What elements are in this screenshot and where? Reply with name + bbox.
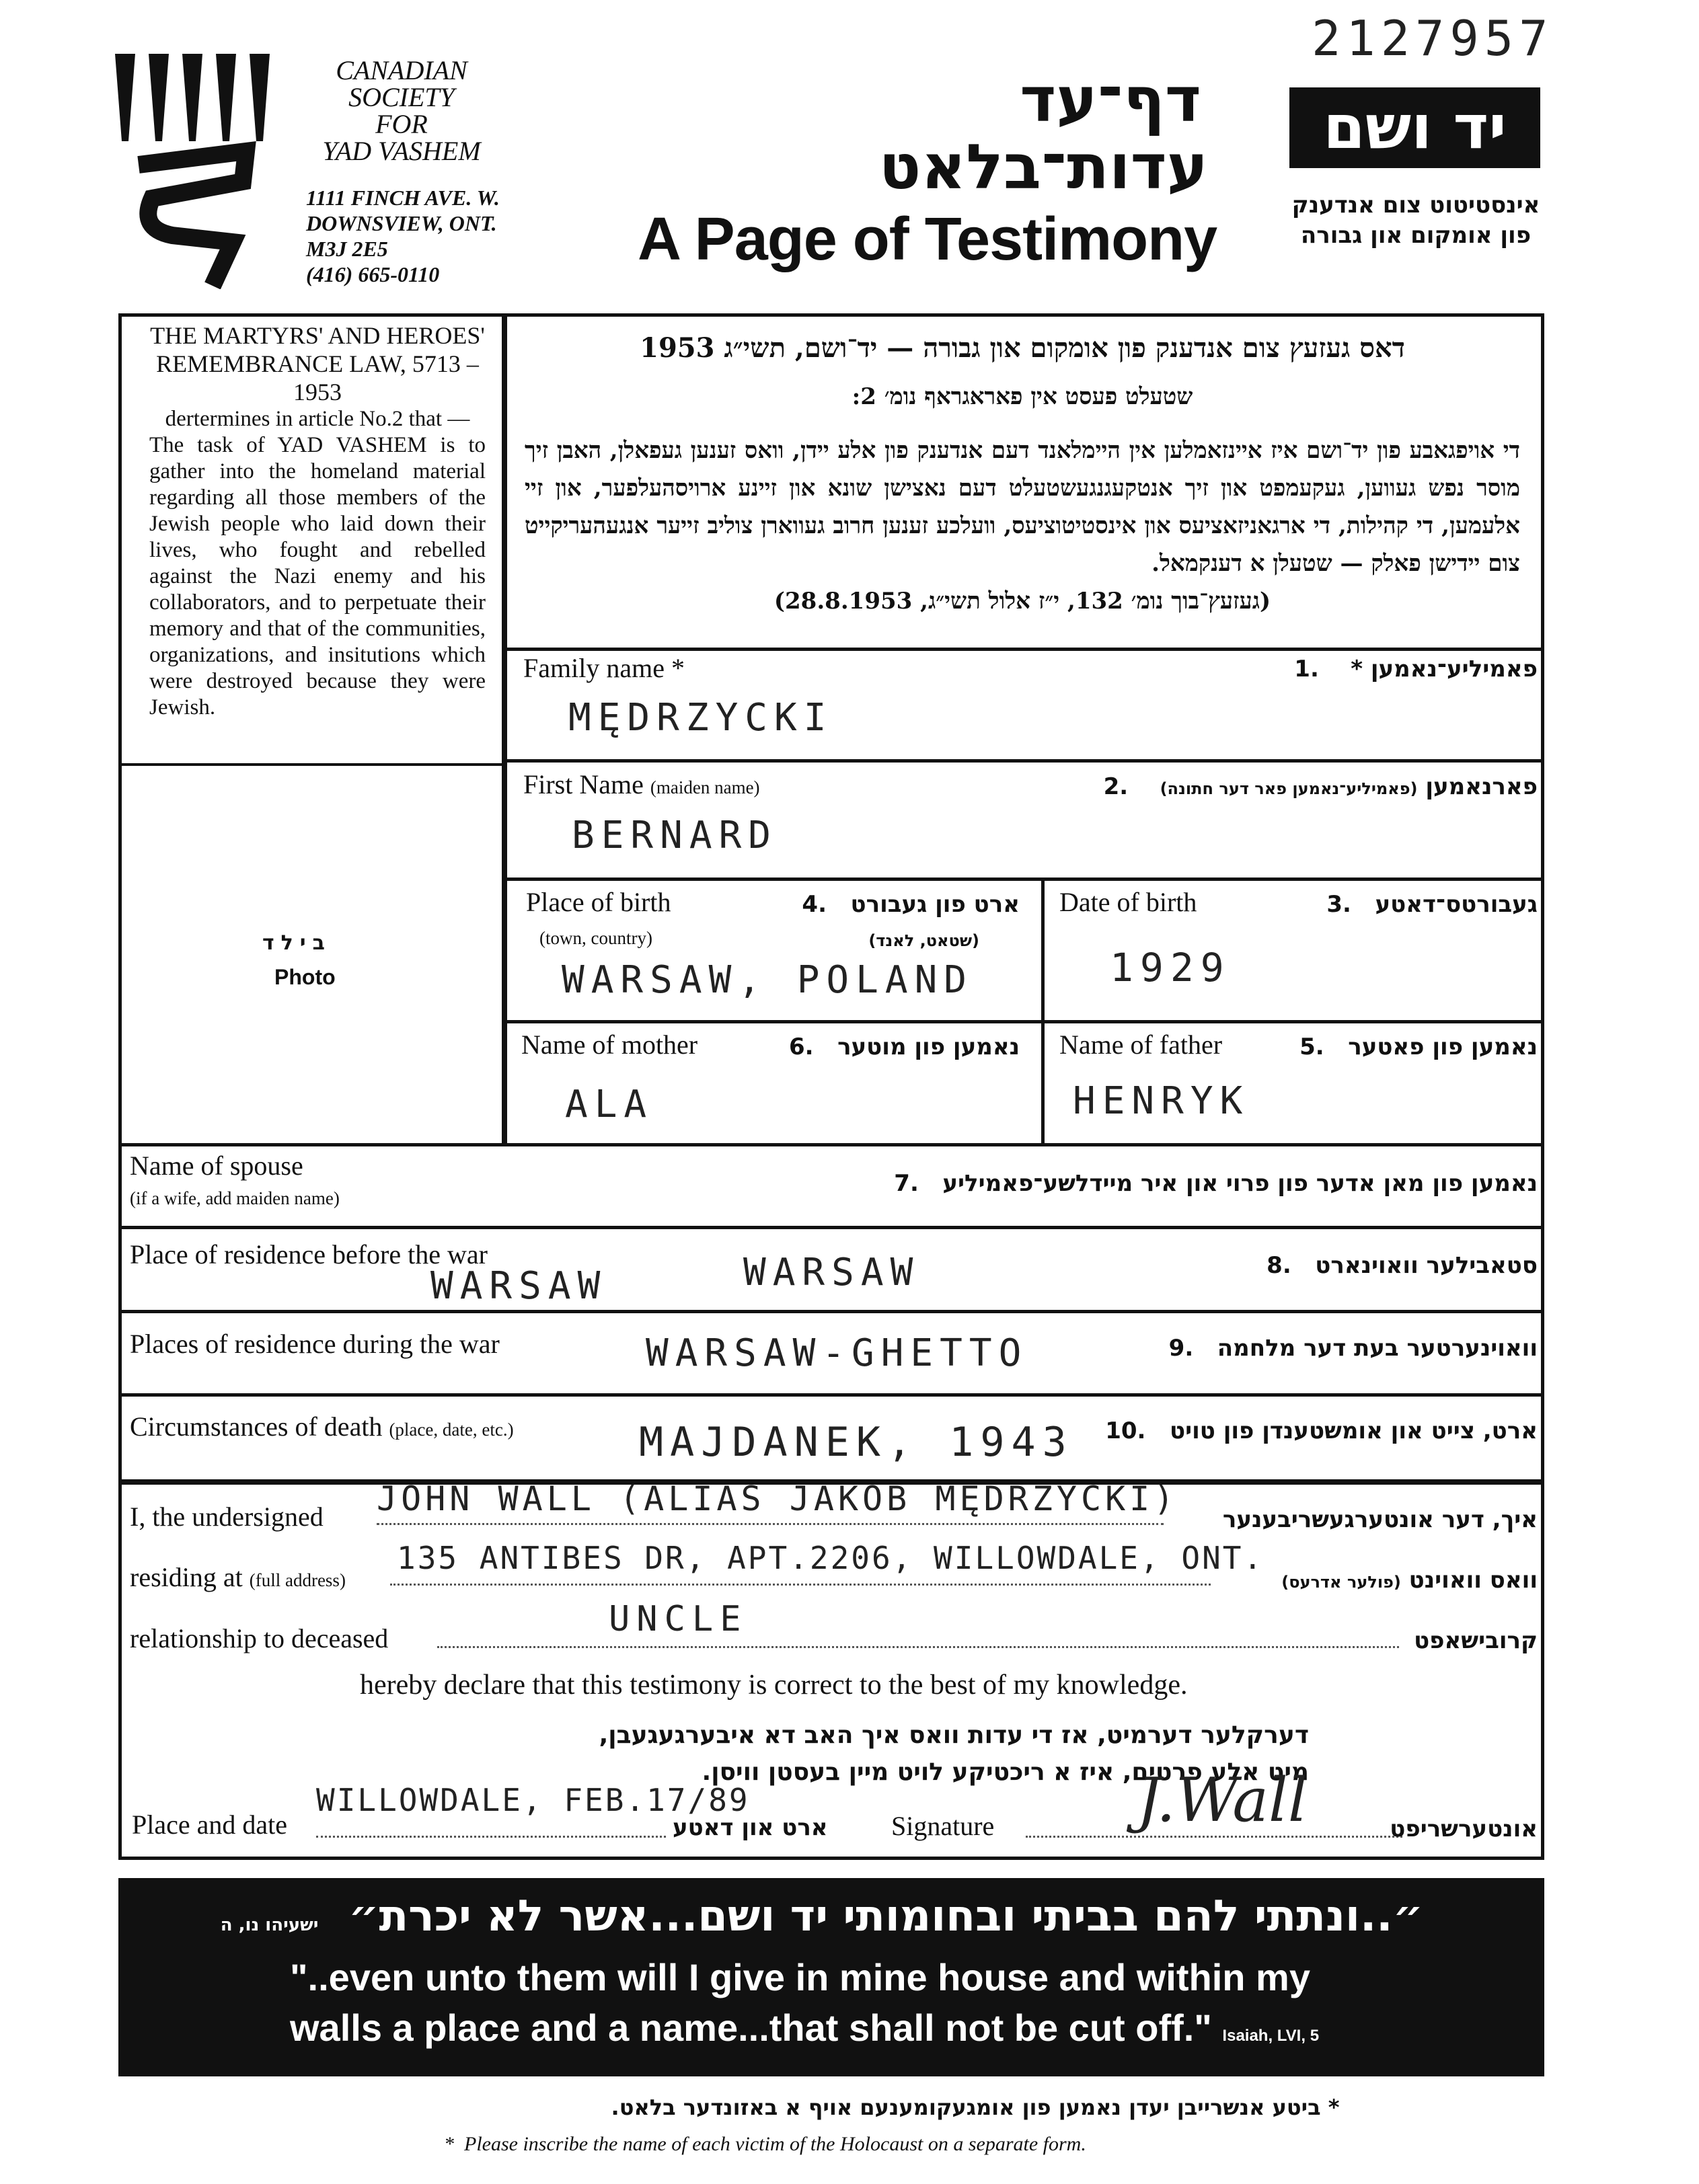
field-number: .9 — [1168, 1335, 1194, 1362]
relationship-label-hebrew: קרובישאפט — [1414, 1627, 1538, 1654]
field-number: .1 — [1294, 656, 1319, 682]
residence-before-value-2[interactable]: WARSAW — [743, 1251, 920, 1294]
relationship-label: relationship to deceased — [130, 1623, 389, 1653]
first-name-label — [523, 769, 760, 800]
place-date-value[interactable]: WILLOWDALE, FEB.17/89 — [316, 1782, 750, 1818]
field-number: .5 — [1299, 1034, 1324, 1060]
family-name-value[interactable]: MĘDRZYCKI — [568, 696, 833, 740]
undersigned-value[interactable]: JOHN WALL (ALIAS JAKOB MĘDRZYCKI) — [377, 1479, 1178, 1518]
residence-before-label: Place of residence before the war — [130, 1239, 488, 1270]
org-name-line: CANADIAN — [336, 55, 467, 85]
label-note: (פאמיליע־נאמען פאר דער חתונה) — [1160, 779, 1418, 798]
relationship-value[interactable]: UNCLE — [609, 1599, 748, 1639]
org-address — [306, 185, 500, 287]
rule — [118, 1226, 1544, 1229]
family-name-label: Family name * — [523, 653, 685, 683]
mother-name-label: Name of mother — [521, 1029, 698, 1060]
label-heb: ארט פון געבורט — [850, 891, 1020, 918]
address-line: M3J 2E5 — [306, 237, 388, 261]
label-note: (maiden name) — [650, 777, 760, 797]
law-box-border — [118, 763, 502, 766]
birthdate-label-hebrew — [1326, 891, 1538, 918]
left-column-divider — [502, 313, 507, 1144]
address-line: DOWNSVIEW, ONT. — [306, 211, 497, 235]
field-number: .10 — [1105, 1417, 1146, 1444]
birthplace-value[interactable]: WARSAW, POLAND — [562, 958, 974, 1002]
label-heb: ארט, צייט און אומשטענדן פון טויט — [1169, 1417, 1538, 1444]
field-number: .7 — [894, 1170, 919, 1197]
label-note: (full address) — [249, 1570, 346, 1590]
death-label — [130, 1411, 514, 1442]
birthplace-label-hebrew — [802, 891, 1020, 918]
label-note: (place, date, etc.) — [389, 1419, 514, 1440]
rule — [118, 1393, 1544, 1397]
law-heb-subtitle: שטעלט פעסט אין פאראגראף נומ׳ 2: — [852, 383, 1193, 410]
spouse-label: Name of spouse — [130, 1150, 303, 1181]
label-heb: פארנאמען — [1425, 773, 1538, 800]
banner-quote-hebrew — [221, 1892, 1423, 1941]
label-note: (פולער אדרעס) — [1281, 1573, 1401, 1592]
birthplace-label: Place of birth — [526, 887, 671, 917]
dotted-line — [377, 1523, 1164, 1525]
dotted-line — [316, 1836, 666, 1838]
field-number: .6 — [788, 1034, 814, 1060]
dotted-line — [390, 1584, 1211, 1586]
residence-during-value[interactable]: WARSAW-GHETTO — [646, 1331, 1028, 1375]
yv-subtitle-1: אינסטיטוט צום אנדענק — [1291, 192, 1540, 219]
law-text-hebrew — [525, 329, 1520, 620]
yad-vashem-logo: יד ושם — [1289, 87, 1540, 168]
death-label-hebrew — [1105, 1417, 1538, 1444]
photo-label-hebrew: בילד — [262, 931, 332, 955]
dotted-line — [1026, 1836, 1402, 1838]
footer-note: * Please inscribe the name of each victim of the Holocaust on a separate form. — [444, 2133, 1086, 2155]
photo-label: Photo — [274, 965, 336, 989]
org-name-line: SOCIETY — [348, 82, 455, 112]
rule — [118, 1143, 1544, 1146]
residing-value[interactable]: 135 ANTIBES DR, APT.2206, WILLOWDALE, ONT. — [397, 1540, 1264, 1576]
title-hebrew-1: דף־עד — [1020, 64, 1201, 136]
law-body: The task of YAD VASHEM is to gather into the homeland material regarding all those members of the Jewish people who laid down their lives, who fought and rebelled against the Nazi enemy and his collaborators, and to perpetuate their memory and that of the communities, organizations, and insitutions which were destroyed because they were Jewish. — [149, 433, 486, 719]
father-name-label-hebrew — [1299, 1034, 1538, 1060]
signature-label-hebrew: אונטערשריפט — [1390, 1816, 1538, 1842]
declaration-statement: hereby declare that this testimony is correct to the best of my knowledge. — [360, 1670, 1188, 1701]
title-hebrew-2: עדות־בלאט — [878, 131, 1208, 203]
place-date-label-hebrew: ארט און דאטע — [673, 1814, 828, 1841]
law-subheading: dertermines in article No.2 that — — [165, 407, 470, 431]
residing-label-hebrew — [1281, 1567, 1538, 1594]
law-heb-body: די אויפגאבע פון יד־ושם איז איינזאמלען אין היימלאנד דעם אנדענק פון אלע יידן, וואס זענען געפאלן, האבן זיך מוסר נפש געווען, געקעמפט און זיך אנטקעגנגעשטעלט דעם נאצישן שונא און זיינע ארויסהעלפער, און זיי אלעמען, די קהילות, די ארגאניזאציעס און אינסטיטוציעס, וועלכע זענען חרוב געווארן צוליב זייער אנגעהעריקייט צום יידישן פאלק — שטעלן א דענקמאל. — [525, 437, 1520, 577]
menorah-logo-icon — [112, 54, 273, 289]
birthdate-value[interactable]: 1929 — [1110, 945, 1231, 990]
dotted-line — [437, 1646, 1399, 1648]
father-name-value[interactable]: HENRYK — [1073, 1079, 1250, 1123]
org-name-line: FOR — [375, 109, 428, 139]
label-heb: פאמיליע־נאמען * — [1351, 656, 1538, 682]
residence-during-label-hebrew — [1169, 1335, 1538, 1362]
field-number: .3 — [1326, 891, 1351, 918]
place-date-label: Place and date — [132, 1809, 287, 1840]
yv-subtitle-2: פון אומקום און גבורה — [1300, 222, 1532, 249]
residence-before-value[interactable]: WARSAW — [430, 1264, 607, 1308]
address-line: (416) 665-0110 — [306, 262, 440, 286]
family-name-label-hebrew — [1294, 656, 1538, 682]
signature-label: Signature — [891, 1811, 995, 1841]
spouse-note: (if a wife, add maiden name) — [130, 1188, 340, 1208]
label-heb: וואוינערטער בעת דער מלחמה — [1217, 1335, 1538, 1362]
label-en: Circumstances of death — [130, 1411, 383, 1442]
page-title: A Page of Testimony — [638, 206, 1217, 273]
document-number: 2127957 — [1312, 10, 1554, 67]
law-heb-title: דאס געזעץ צום אנדענק פון אומקום און גבורה — יד־ושם, תשי״ג 1953 — [640, 332, 1405, 364]
org-name — [321, 57, 482, 165]
rule — [118, 1310, 1544, 1313]
rule — [507, 1020, 1544, 1023]
rule — [507, 878, 1544, 881]
label-heb: סטאבילער וואוינארט — [1315, 1252, 1538, 1279]
declaration-statement-hebrew-2: מיט אלע פרטים, איז א ריכטיקע לויט מיין בעסטן וויסן. — [702, 1758, 1309, 1786]
rule — [1041, 878, 1045, 1144]
undersigned-label-hebrew: איך, דער אונטערגעשריבענער — [1222, 1506, 1538, 1533]
signature-value[interactable]: J.Wall — [1137, 1765, 1308, 1836]
rule — [507, 759, 1544, 763]
law-heb-citation: (געזעץ־בוך נומ׳ 132, י״ז אלול תשי״ג, 28.8.1953) — [773, 588, 1271, 615]
label-heb: וואס וואוינט — [1408, 1567, 1538, 1594]
father-name-label: Name of father — [1059, 1029, 1223, 1060]
label-en: First Name — [523, 769, 644, 800]
residence-during-label: Places of residence during the war — [130, 1329, 500, 1359]
birthplace-note: (town, country) — [539, 928, 652, 948]
label-en: residing at — [130, 1562, 243, 1592]
death-value[interactable]: MAJDANEK, 1943 — [639, 1419, 1073, 1466]
residing-label — [130, 1561, 346, 1593]
spouse-label-hebrew — [894, 1170, 1538, 1197]
law-text-english — [149, 321, 486, 721]
field-number: .4 — [802, 891, 827, 918]
mother-name-label-hebrew — [789, 1034, 1020, 1060]
label-heb: נאמען פון מוטער — [837, 1034, 1020, 1060]
label-heb: נאמען פון פאטער — [1348, 1034, 1538, 1060]
residence-before-label-hebrew — [1267, 1252, 1538, 1279]
rule — [507, 648, 1544, 651]
org-name-line: YAD VASHEM — [322, 136, 481, 166]
quote-heb: ״..ונתתי להם בביתי ובחומותי יד ושם...אשר לא יכרת״ — [348, 1892, 1423, 1941]
declaration-statement-hebrew-1: דערקלער דערמיט, אז די עדות וואס איך האב דא איבערגעגעבן, — [599, 1721, 1309, 1749]
birthplace-note-hebrew: (שטאט, לאנד) — [868, 931, 979, 950]
address-line: 1111 FINCH AVE. W. — [306, 186, 500, 210]
field-number: .2 — [1103, 773, 1129, 800]
quote-ref-heb: ישעיהו נו, ה — [220, 1915, 319, 1935]
banner-quote-line-1: "..even unto them will I give in mine house and within my — [290, 1956, 1310, 1998]
law-heading: THE MARTYRS' AND HEROES' REMEMBRANCE LAW, 5713 – 1953 — [150, 322, 485, 405]
first-name-value[interactable]: BERNARD — [572, 814, 778, 857]
undersigned-label: I, the undersigned — [130, 1502, 324, 1532]
label-heb: געבורטס־דאטע — [1375, 891, 1538, 918]
quote-en: walls a place and a name...that shall not be cut off." — [290, 2006, 1212, 2049]
banner-quote-line-2 — [290, 2006, 1319, 2050]
birthdate-label: Date of birth — [1059, 887, 1197, 917]
quote-banner — [118, 1878, 1544, 2076]
quote-ref: Isaiah, LVI, 5 — [1222, 2027, 1320, 2045]
mother-name-value[interactable]: ALA — [565, 1083, 654, 1126]
first-name-label-hebrew — [1104, 773, 1538, 800]
footer-note-hebrew: * ביטע אנשרייבן יעדן נאמען פון אומגעקומענעם אויף א באזונדער בלאט. — [611, 2095, 1340, 2120]
field-number: .8 — [1267, 1252, 1291, 1279]
label-heb: נאמען פון מאן אדער פון פרוי און איר מיידלשע־פאמיליע — [942, 1170, 1538, 1197]
